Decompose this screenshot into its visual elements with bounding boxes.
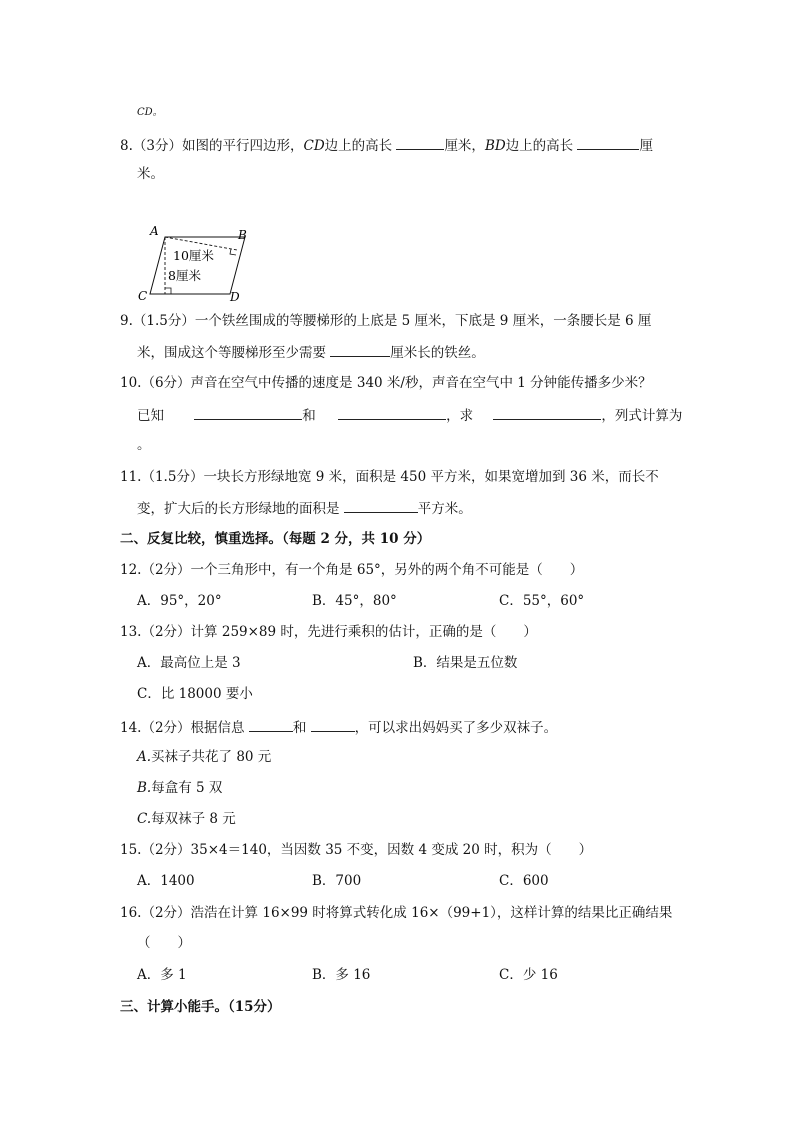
length-10cm-label: 10厘米 [173, 248, 214, 263]
vertex-c-label: C [138, 289, 148, 302]
q15-option-a[interactable]: A．1400 [137, 873, 195, 889]
question-11-line1: 11.（1.5分）一块长方形绿地宽 9 米，面积是 450 平方米，如果宽增加到 36 米，而长不 [120, 469, 659, 485]
q12-option-b[interactable]: B．45°，80° [312, 593, 397, 609]
q9-blank[interactable] [330, 342, 390, 357]
vertex-b-label: B [238, 228, 247, 242]
q9-line2-b: 厘米长的铁丝。 [390, 345, 485, 361]
section-3-title: 三、计算小能手。（15分） [120, 999, 281, 1015]
q10-and: 和 [302, 408, 316, 424]
q12-option-a[interactable]: A．95°，20° [137, 593, 222, 609]
question-10-line2 [137, 405, 682, 425]
q16-option-b[interactable]: B．多 16 [312, 967, 371, 983]
q14-stem-b: 和 [292, 720, 307, 736]
q10-blank-3[interactable] [493, 405, 601, 420]
q14-c-letter: C. [137, 811, 152, 827]
q8-end: 厘 [639, 138, 653, 154]
q14-b-letter: B. [137, 780, 152, 796]
parallelogram-figure [135, 222, 255, 302]
question-16-stem: 16.（2分）浩浩在计算 16×99 时将算式转化成 16×（99+1），这样计算的结果比正确结果 [120, 905, 673, 921]
question-10-line1: 10.（6分）声音在空气中传播的速度是 340 米/秒，声音在空气中 1 分钟能传播多少米？ [120, 375, 652, 391]
question-14-stem [120, 717, 557, 737]
continued-fragment: CD。 [137, 107, 163, 118]
q14-a-letter: A. [137, 749, 152, 765]
q14-a-text: 买袜子共花了 80 元 [151, 749, 272, 765]
question-8-line1 [120, 135, 653, 155]
q8-seg-bd: BD [484, 138, 506, 154]
q16-option-a[interactable]: A．多 1 [137, 967, 187, 983]
vertex-d-label: D [230, 290, 240, 302]
q14-b-text: 每盒有 5 双 [151, 780, 223, 796]
q14-blank-2[interactable] [311, 717, 355, 732]
q8-mid3: 边上的高长 [505, 138, 574, 154]
q14-c-text: 每双袜子 8 元 [151, 811, 236, 827]
q11-line2-b: 平方米。 [417, 501, 472, 517]
q10-blank-1[interactable] [194, 405, 302, 420]
q14-stem-c: ，可以求出妈妈买了多少双袜子。 [354, 720, 558, 736]
q10-known: 已知 [137, 408, 164, 424]
q14-option-a[interactable] [137, 748, 271, 766]
q10-ask: ，求 [446, 408, 474, 424]
q14-stem-a: 14.（2分）根据信息 [120, 720, 245, 736]
q13-option-a[interactable]: A．最高位上是 3 [137, 655, 241, 671]
q15-option-b[interactable]: B．700 [312, 873, 362, 889]
q14-blank-1[interactable] [249, 717, 293, 732]
question-12-stem: 12.（2分）一个三角形中，有一个角是 65°，另外的两个角不可能是（ ） [120, 562, 584, 578]
question-9-line2 [137, 342, 485, 362]
question-15-stem: 15.（2分）35×4＝140，当因数 35 不变，因数 4 变成 20 时，积为（ ） [120, 842, 593, 858]
q8-prefix: 8.（3分）如图的平行四边形， [120, 138, 304, 154]
q8-mid2: 厘米， [444, 138, 485, 154]
q8-blank-2[interactable] [577, 135, 639, 150]
q8-seg-cd: CD [303, 138, 325, 154]
question-13-stem: 13.（2分）计算 259×89 时，先进行乘积的估计，正确的是（ ） [120, 624, 537, 640]
q12-option-c[interactable]: C．55°，60° [499, 593, 585, 609]
q11-line2-a: 变，扩大后的长方形绿地的面积是 [137, 501, 340, 517]
section-2-title: 二、反复比较，慎重选择。（每题 2 分，共 10 分） [120, 531, 431, 547]
q11-blank[interactable] [344, 498, 418, 513]
parallelogram-shape [150, 237, 245, 294]
q10-formula: ，列式计算为 [601, 408, 683, 424]
q10-blank-2[interactable] [338, 405, 446, 420]
vertex-a-label: A [150, 224, 159, 238]
question-8-line2: 米。 [137, 166, 164, 182]
q9-line2-a: 米，围成这个等腰梯形至少需要 [137, 345, 326, 361]
q14-option-b[interactable] [137, 779, 222, 797]
q13-option-b[interactable]: B．结果是五位数 [413, 655, 518, 671]
q8-blank-1[interactable] [396, 135, 444, 150]
q13-option-c[interactable]: C．比 18000 要小 [137, 686, 253, 702]
q8-mid1: 边上的高长 [324, 138, 393, 154]
question-11-line2 [137, 498, 472, 518]
q16-option-c[interactable]: C．少 16 [499, 967, 558, 983]
q14-option-c[interactable] [137, 810, 236, 828]
question-10-line3: 。 [137, 437, 151, 453]
q15-option-c[interactable]: C．600 [499, 873, 549, 889]
length-8cm-label: 8厘米 [168, 268, 201, 283]
right-angle-mark-cd [165, 288, 171, 294]
q16-answer-paren: （ ） [137, 935, 191, 951]
question-9-line1: 9.（1.5分）一个铁丝围成的等腰梯形的上底是 5 厘米，下底是 9 厘米，一条腰长是 6 厘 [120, 313, 652, 329]
